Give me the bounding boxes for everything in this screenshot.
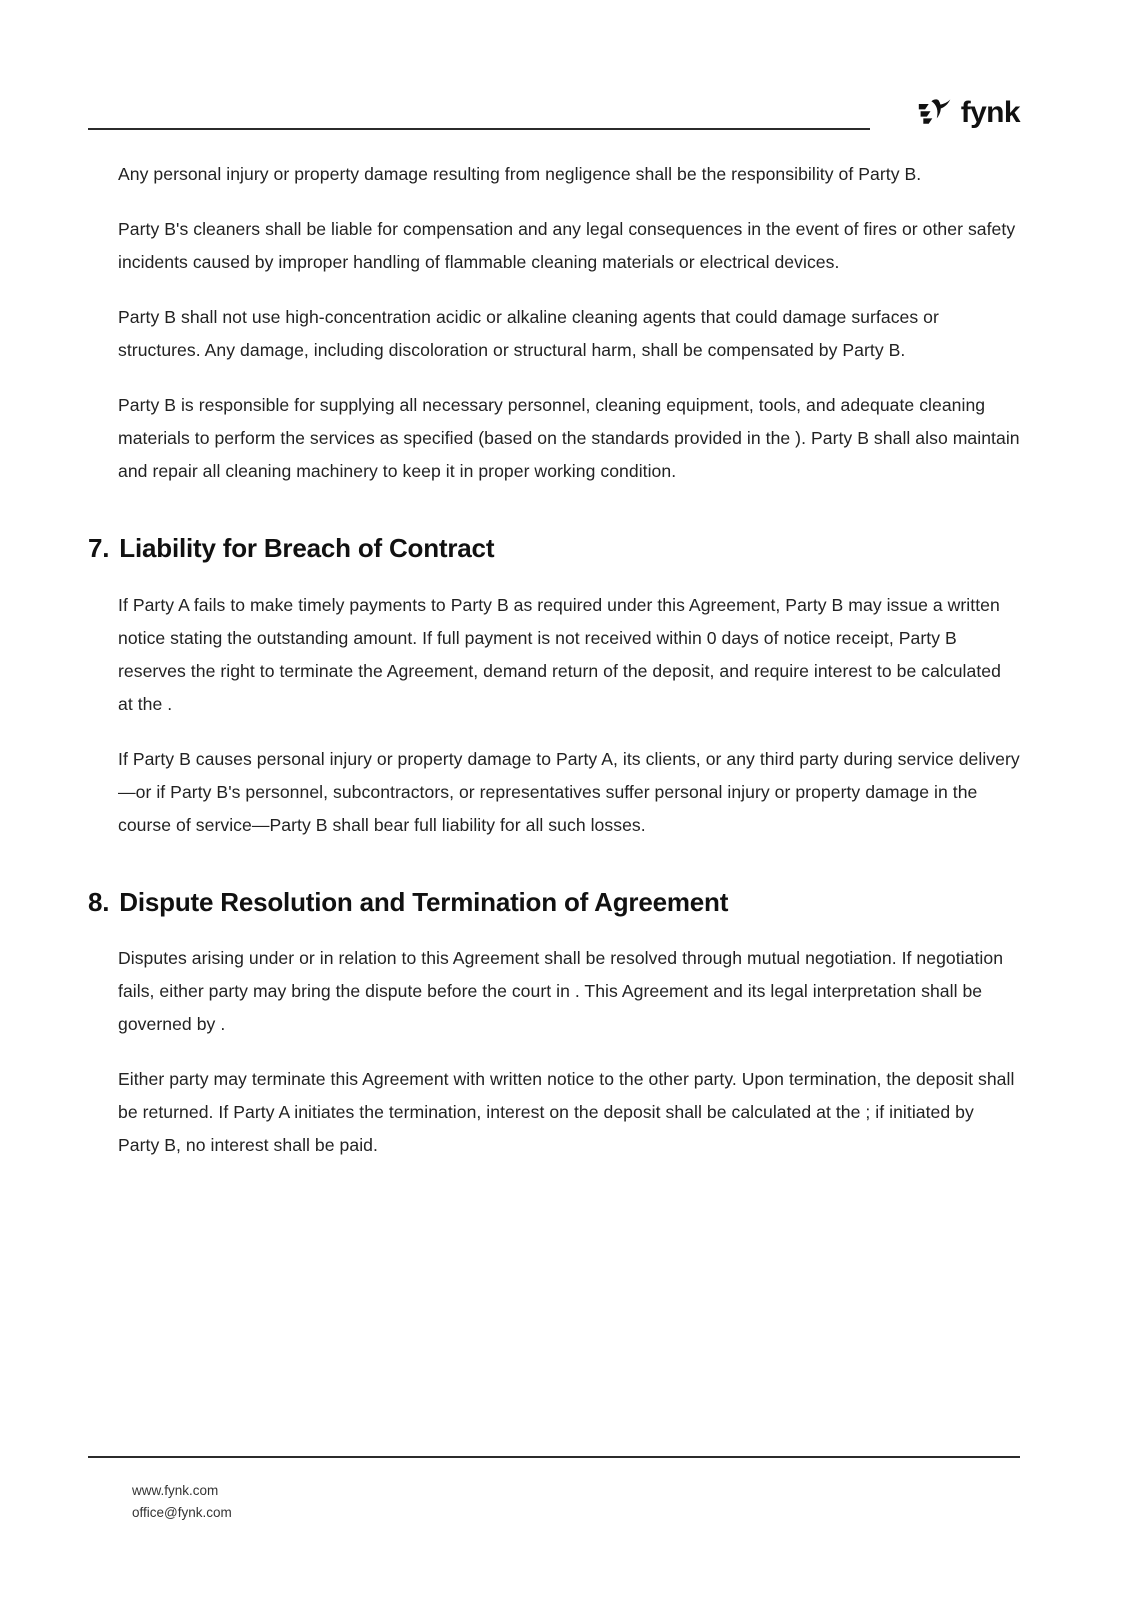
- section-title: Dispute Resolution and Termination of Agreement: [119, 886, 729, 917]
- section-heading-8: [88, 886, 1020, 919]
- footer-divider: [88, 1456, 1020, 1458]
- paragraph: If Party A fails to make timely payments to Party B as required under this Agreement, Party B may issue a written notice stating the outstanding amount. If full payment is not received within 0 days of notice receipt, Party B reserves the right to terminate the Agreement, demand return of the deposit, and require interest to be calculated at the .: [118, 594, 1001, 714]
- document-body: [88, 158, 1020, 1162]
- brand-name: fynk: [960, 96, 1020, 129]
- paragraph: Any personal injury or property damage resulting from negligence shall be the responsibility of Party B.: [118, 164, 922, 184]
- paragraph: Party B is responsible for supplying all necessary personnel, cleaning equipment, tools, and adequate cleaning materials to perform the services as specified (based on the standards provided in the ). Party B shall also maintain and repair all cleaning machinery to keep it in proper working condition.: [118, 395, 1020, 481]
- section-number: 8.: [88, 886, 110, 917]
- footer-website[interactable]: www.fynk.com: [132, 1483, 219, 1498]
- brand-logo: [917, 96, 1020, 130]
- page-footer: [88, 1456, 1020, 1524]
- header-divider: [88, 128, 870, 130]
- section-heading-7: [88, 532, 1020, 565]
- section-number: 7.: [88, 533, 110, 563]
- paragraph: Either party may terminate this Agreement with written notice to the other party. Upon termination, the deposit shall be returned. If Party A initiates the termination, interest on the deposit shall be calculated at the ; if initiated by Party B, no interest shall be paid.: [118, 1069, 1015, 1155]
- paragraph: Disputes arising under or in relation to this Agreement shall be resolved through mutual negotiation. If negotiation fails, either party may bring the dispute before the court in . This Agreement and its legal interpretation shall be governed by .: [118, 948, 1004, 1034]
- footer-email[interactable]: office@fynk.com: [132, 1505, 232, 1520]
- paragraph: Party B's cleaners shall be liable for compensation and any legal consequences in the event of fires or other safety incidents caused by improper handling of flammable cleaning materials or electrical devices.: [118, 219, 1016, 272]
- paragraph: Party B shall not use high-concentration acidic or alkaline cleaning agents that could damage surfaces or structures. Any damage, including discoloration or structural harm, shall be compensated by Party B.: [118, 307, 939, 360]
- section-title: Liability for Breach of Contract: [119, 533, 495, 563]
- fynk-bird-logo-icon: [917, 96, 953, 130]
- footer-contact: [132, 1480, 1020, 1524]
- page-header: [88, 96, 1020, 160]
- paragraph: If Party B causes personal injury or property damage to Party A, its clients, or any third party during service delivery—or if Party B's personnel, subcontractors, or representatives suffer personal injury or property damage in the course of service—Party B shall bear full liability for all such losses.: [118, 748, 1020, 835]
